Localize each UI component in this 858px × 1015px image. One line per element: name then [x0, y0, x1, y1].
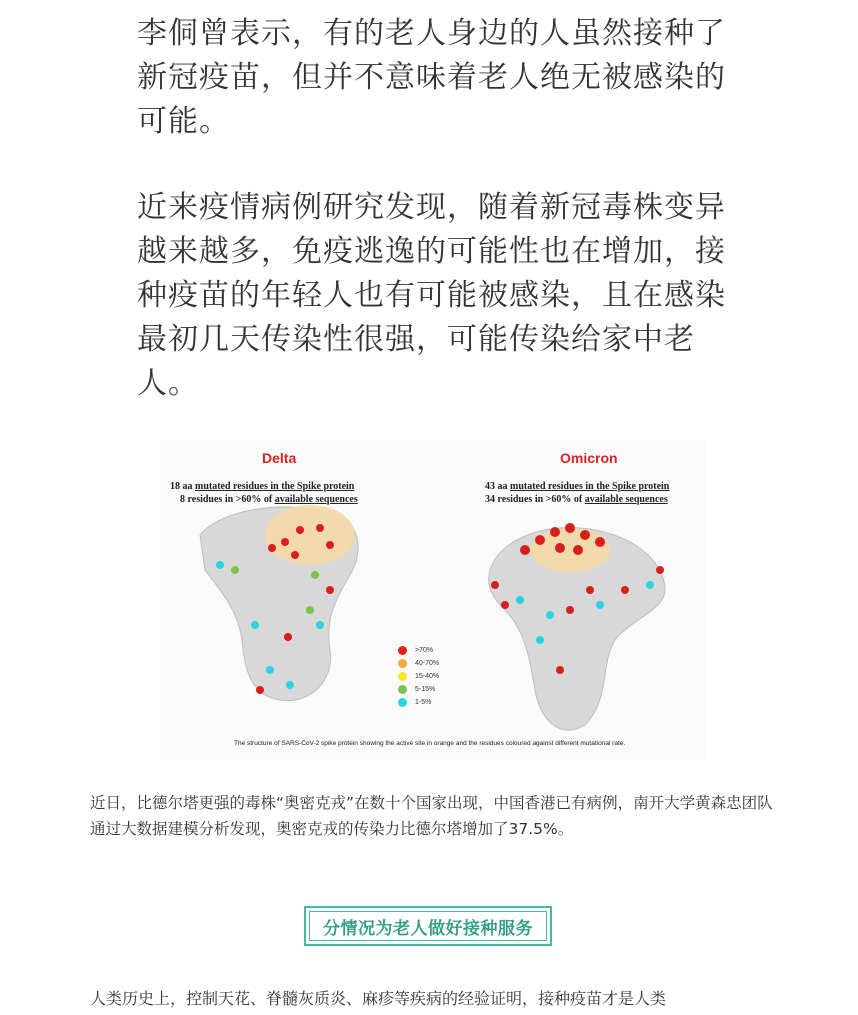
spike-protein-figure	[160, 440, 705, 760]
section-title: 分情况为老人做好接种服务	[323, 918, 533, 939]
legend-item: 15-40%	[398, 670, 439, 683]
body-paragraph: 人类历史上，控制天花、脊髓灰质炎、麻疹等疾病的经验证明，接种疫苗才是人类	[90, 989, 667, 1008]
legend-item: 40-70%	[398, 657, 439, 670]
omicron-title: Omicron	[560, 450, 618, 466]
delta-title: Delta	[262, 450, 297, 466]
legend-swatch-icon	[398, 659, 407, 668]
omicron-protein	[489, 523, 665, 730]
legend-swatch-icon	[398, 698, 407, 707]
section-inner	[309, 911, 547, 941]
figure-caption: The structure of SARS-CoV-2 spike protein showing the active site in orange and the residues coloured against different mutational rate.	[234, 740, 626, 747]
legend-swatch-icon	[398, 672, 407, 681]
omicron-subtitle: 43 aa mutated residues in the Spike protein 34 residues in >60% of available sequences	[485, 481, 670, 505]
legend-swatch-icon	[398, 685, 407, 694]
mutation-legend	[398, 644, 439, 709]
legend-item: >70%	[398, 644, 439, 657]
delta-protein	[200, 505, 358, 701]
legend-item: 5-15%	[398, 683, 439, 696]
image-caption: 近日，比德尔塔更强的毒株“奥密克戎”在数十个国家出现，中国香港已有病例，南开大学黄森忠团队通过大数据建模分析发现，奥密克戎的传染力比德尔塔增加了37.5%。	[90, 794, 773, 838]
section-heading	[304, 906, 552, 946]
paragraph-1: 李侗曾表示，有的老人身边的人虽然接种了新冠疫苗，但并不意味着老人绝无被感染的可能。	[137, 16, 726, 139]
legend-item: 1-5%	[398, 696, 439, 709]
legend-swatch-icon	[398, 646, 407, 655]
protein-structures	[160, 440, 705, 760]
delta-subtitle: 18 aa mutated residues in the Spike protein 8 residues in >60% of available sequences	[170, 481, 358, 505]
paragraph-2: 近来疫情病例研究发现，随着新冠毒株变异越来越多，免疫逃逸的可能性也在增加，接种疫苗的年轻人也有可能被感染，且在感染最初几天传染性很强，可能传染给家中老人。	[137, 190, 726, 401]
